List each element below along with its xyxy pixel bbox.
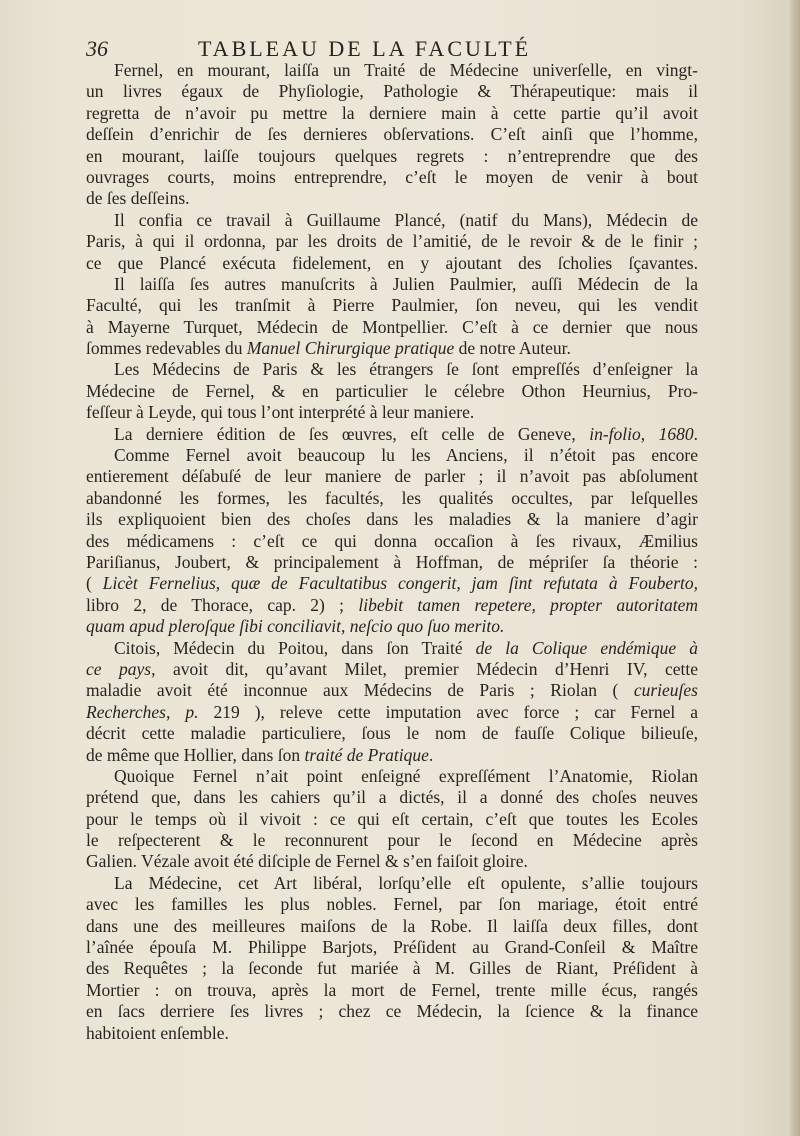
text-segment: Médecine de Fernel, & en particulier le célebre Othon Heurnius, Pro- <box>86 380 698 401</box>
text-line <box>86 167 698 188</box>
text-segment: avec les familles les plus nobles. Fernel, par ſon mariage, étoit entré <box>86 894 698 915</box>
text-line <box>86 830 698 851</box>
text-segment: ils expliquoient bien des choſes dans les maladies & la maniere d’agir <box>86 509 698 530</box>
text-line <box>86 787 698 808</box>
text-line <box>86 317 698 338</box>
text-segment: ſommes redevables du <box>86 338 247 359</box>
text-segment: La Médecine, cet Art libéral, lorſqu’elle eſt opulente, s’allie toujours <box>114 872 698 893</box>
italic-segment: in-folio, 1680 <box>589 423 694 444</box>
text-segment: ( <box>86 573 103 594</box>
text-line <box>86 1001 698 1022</box>
text-segment: Galien. Vézale avoit été diſciple de Fernel & s’en faiſoit gloire. <box>86 851 528 872</box>
page-edge <box>790 0 800 1136</box>
text-line <box>86 702 698 723</box>
text-line <box>86 60 698 81</box>
text-line <box>86 958 698 979</box>
text-segment: . <box>428 744 434 765</box>
text-segment: Faculté, qui les tranſmit à Pierre Paulmier, ſon neveu, qui les vendit <box>86 295 698 316</box>
text-line <box>86 531 698 552</box>
text-segment: La derniere édition de ſes œuvres, eſt celle de Geneve, <box>114 423 590 444</box>
text-line <box>86 937 698 958</box>
italic-segment: Licèt Fernelius, quæ de Facultatibus congerit, jam ſint refutata à Fouberto, <box>102 573 698 594</box>
text-line <box>86 488 698 509</box>
text-line <box>86 851 698 872</box>
text-line <box>86 873 698 894</box>
text-segment: Il confia ce travail à Guillaume Plancé, (natif du Mans), Médecin de <box>114 209 698 230</box>
text-line <box>86 188 698 209</box>
text-segment: décrit cette maladie particuliere, ſous le nom de fauſſe Colique bilieuſe, <box>86 723 698 744</box>
text-segment: dans une des meilleures maiſons de la Robe. Il laiſſa deux filles, dont <box>86 915 698 936</box>
text-line <box>86 274 698 295</box>
text-segment: abandonné les formes, les facultés, les qualités occultes, par leſquelles <box>86 487 698 508</box>
text-line <box>86 81 698 102</box>
text-line <box>86 124 698 145</box>
text-segment: de ſes deſſeins. <box>86 188 190 209</box>
italic-segment: traité de Pratique <box>304 744 429 765</box>
text-line <box>86 424 698 445</box>
text-line <box>86 894 698 915</box>
text-line <box>86 745 698 766</box>
italic-segment: quam apud pleroſque ſibi conciliavit, neſcio quo ſuo merito. <box>86 616 505 637</box>
text-segment: des Requêtes ; la ſeconde fut mariée à M. Gilles de Riant, Préſident à <box>86 958 698 979</box>
text-line <box>86 659 698 680</box>
text-line <box>86 616 698 637</box>
text-segment: Paris, à qui il ordonna, par les droits de l’amitié, de le revoir & de le finir ; <box>86 231 698 252</box>
text-segment: Citois, Médecin du Poitou, dans ſon Traité <box>114 637 476 658</box>
text-segment: pour le temps où il vivoit : ce qui eſt certain, c’eſt que toutes les Ecoles <box>86 808 698 829</box>
text-line <box>86 809 698 830</box>
text-line <box>86 916 698 937</box>
text-line <box>86 466 698 487</box>
text-segment: Quoique Fernel n’ait point enſeigné expreſſément l’Anatomie, Riolan <box>114 765 698 786</box>
text-segment: regretta de n’avoir pu mettre la derniere main à cette partie qu’il avoit <box>86 102 698 123</box>
text-line <box>86 338 698 359</box>
text-line <box>86 680 698 701</box>
text-line <box>86 231 698 252</box>
text-segment: avoit dit, qu’avant Milet, premier Médecin d’Henri IV, cette <box>155 658 698 679</box>
text-segment: Fernel, en mourant, laiſſa un Traité de Médecine univerſelle, en vingt- <box>114 60 698 80</box>
text-line <box>86 595 698 616</box>
text-segment: maladie avoit été inconnue aux Médecins de Paris ; Riolan ( <box>86 680 634 701</box>
text-line <box>86 509 698 530</box>
text-line <box>86 210 698 231</box>
text-segment: ouvrages courts, moins entreprendre, c’eſt le moyen de venir à bout <box>86 166 698 187</box>
text-segment: le reſpecterent & le reconnurent pour le ſecond en Médecine après <box>86 830 698 851</box>
text-line <box>86 359 698 380</box>
text-segment: ce que Plancé exécuta fidelement, en y ajoutant des ſcholies ſçavantes. <box>86 252 698 273</box>
text-line <box>86 552 698 573</box>
italic-segment: Recherches, p. <box>86 701 199 722</box>
text-segment: Il laiſſa ſes autres manuſcrits à Julien Paulmier, auſſi Médecin de la <box>114 273 698 294</box>
text-segment: en ſacs derriere ſes livres ; chez ce Médecin, la ſcience & la finance <box>86 1001 698 1022</box>
text-line <box>86 146 698 167</box>
text-segment: prétend que, dans les cahiers qu’il a dictés, il a donné des choſes neuves <box>86 787 698 808</box>
italic-segment: curieuſes <box>633 680 698 701</box>
text-segment: l’aînée épouſa M. Philippe Barjots, Préſident au Grand-Conſeil & Maître <box>86 937 698 958</box>
text-line <box>86 1023 698 1044</box>
text-line <box>86 638 698 659</box>
text-segment: de même que Hollier, dans ſon <box>86 744 305 765</box>
text-segment: en mourant, laiſſe toujours quelques regrets : n’entreprendre que des <box>86 145 698 166</box>
text-segment: des médicamens : c’eſt ce qui donna occaſion à ſes rivaux, Æmilius <box>86 530 698 551</box>
text-line <box>86 253 698 274</box>
text-segment: de notre Auteur. <box>454 338 571 359</box>
text-segment: Comme Fernel avoit beaucoup lu les Anciens, il n’étoit pas encore <box>114 445 698 466</box>
text-segment: à Mayerne Turquet, Médecin de Montpellier. C’eſt à ce dernier que nous <box>86 316 698 337</box>
text-segment: habitoient enſemble. <box>86 1022 229 1043</box>
text-segment: Pariſianus, Joubert, & principalement à Hoffman, de mépriſer ſa théorie : <box>86 551 698 572</box>
page-number: 36 <box>86 36 108 61</box>
text-segment: 219 ), releve cette imputation avec force ; car Fernel a <box>198 701 698 722</box>
text-line <box>86 402 698 423</box>
text-line <box>86 573 698 594</box>
text-line <box>86 723 698 744</box>
text-line <box>86 103 698 124</box>
text-segment: feſſeur à Leyde, qui tous l’ont interprété à leur maniere. <box>86 402 475 423</box>
text-line <box>86 295 698 316</box>
text-segment: libro 2, de Thorace, cap. 2) ; <box>86 594 359 615</box>
text-segment: deſſein d’enrichir de ſes dernieres obſervations. C’eſt ainſi que l’homme, <box>86 124 698 145</box>
italic-segment: libebit tamen repetere, propter autoritatem <box>358 594 698 615</box>
italic-segment: ce pays, <box>86 658 156 679</box>
body-text <box>86 60 698 1044</box>
text-line <box>86 980 698 1001</box>
running-title: TABLEAU DE LA FACULTÉ <box>198 36 532 61</box>
text-line <box>86 381 698 402</box>
text-segment: Mortier : on trouva, après la mort de Fernel, trente mille écus, rangés <box>86 979 698 1000</box>
text-line <box>86 766 698 787</box>
text-segment: Les Médecins de Paris & les étrangers ſe ſont empreſſés d’enſeigner la <box>114 359 698 380</box>
text-segment: un livres égaux de Phyſiologie, Pathologie & Thérapeutique: mais il <box>86 81 698 102</box>
text-segment: . <box>693 423 698 444</box>
text-line <box>86 445 698 466</box>
italic-segment: de la Colique endémique à <box>475 637 698 658</box>
text-segment: entierement déſabuſé de leur maniere de parler ; il n’avoit pas abſolument <box>86 466 698 487</box>
italic-segment: Manuel Chirurgique pratique <box>246 338 455 359</box>
